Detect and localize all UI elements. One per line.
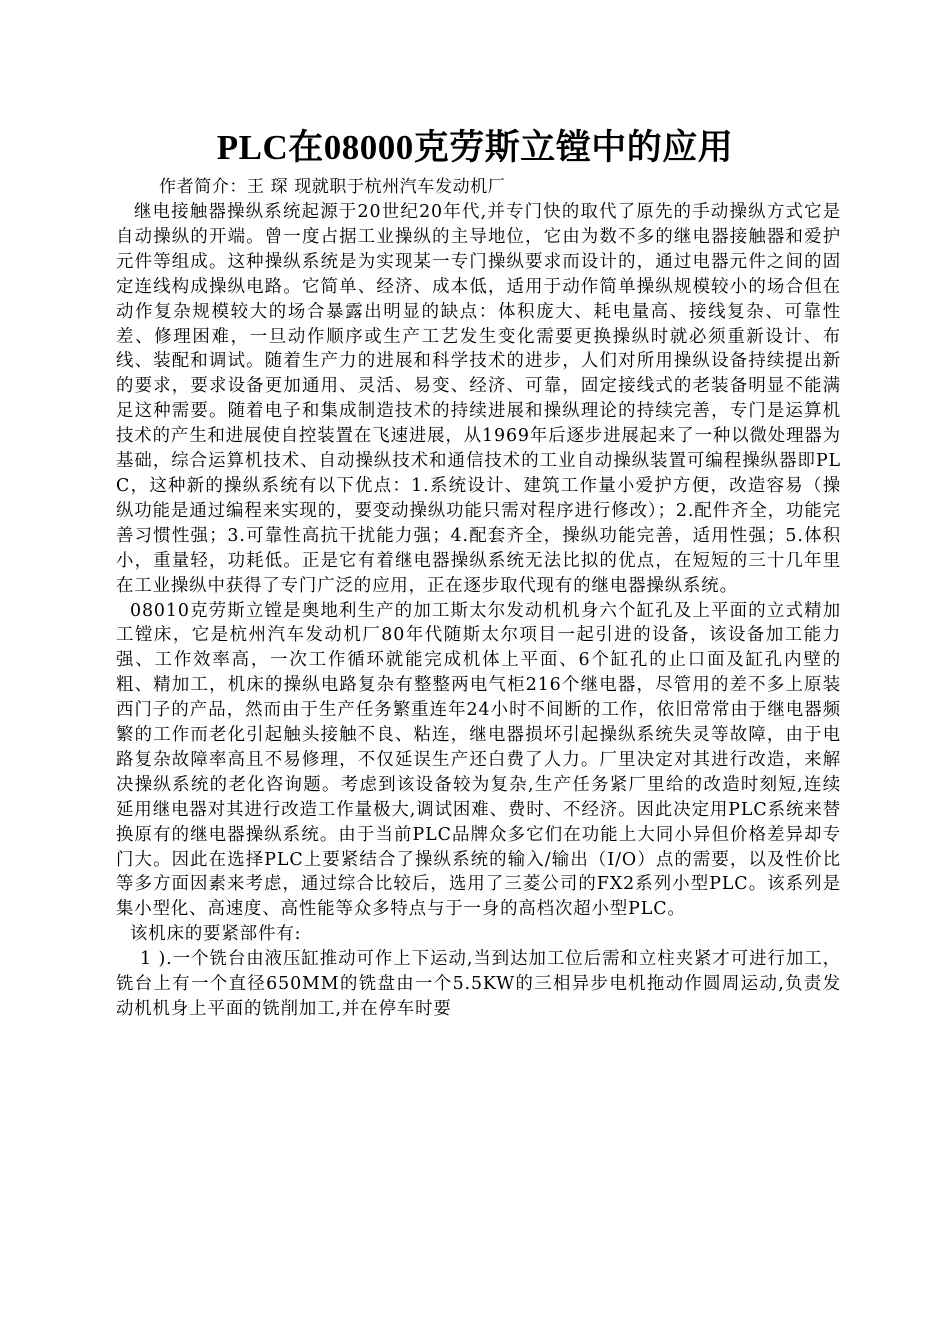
paragraph-3: 该机床的要紧部件有: [130,924,302,945]
paragraph-4: 1 ).一个铣台由液压缸推动可作上下运动,当到达加工位后需和立柱夹紧才可进行加工，铣台上有一个直径650MM的铣盘由一个5.5KW的三相异步电机拖动作圆周运动,负责发动机机身上平面的铣削加工,并在停车时要 [116,949,841,1019]
document-body [116,200,841,1022]
paragraph-1: 继电接触器操纵系统起源于20世纪20年代,并专门快的取代了原先的手动操纵方式它是自动操纵的开端。曾一度占据工业操纵的主导地位，它由为数不多的继电器接触器和爱护元件等组成。这种操纵系统是为实现某一专门操纵要求而设计的，通过电器元件之间的固定连线构成操纵电路。它简单、经济、成本低，适用于动作简单操纵规模较小的场合但在动作复杂规模较大的场合暴露出明显的缺点：体积庞大、耗电量高、接线复杂、可靠性差、修理困难，一旦动作顺序或生产工艺发生变化需要更换操纵时就必须重新设计、布线、装配和调试。随着生产力的进展和科学技术的进步，人们对所用操纵设备持续提出新的要求，要求设备更加通用、灵活、易变、经济、可靠，固定接线式的老装备明显不能满足这种需要。随着电子和集成制造技术的持续进展和操纵理论的持续完善，专门是运算机技术的产生和进展使自控装置在飞速进展，从1969年后逐步进展起来了一种以微处理器为基础，综合运算机技术、自动操纵技术和通信技术的工业自动操纵装置可编程操纵器即PLC，这种新的操纵系统有以下优点：1.系统设计、建筑工作量小爱护方便，改造容易（操纵功能是通过编程来实现的，要变动操纵功能只需对程序进行修改）；2.配件齐全，功能完善习惯性强；3.可靠性高抗干扰能力强；4.配套齐全，操纵功能完善，适用性强；5.体积小，重量轻，功耗低。正是它有着继电器操纵系统无法比拟的优点，在短短的三十几年里在工业操纵中获得了专门广泛的应用，正在逐步取代现有的继电器操纵系统。 [116,202,841,596]
document-title: PLC在08000克劳斯立镗中的应用 [216,128,734,167]
author-line: 作者简介：王 琛 现就职于杭州汽车发动机厂 [159,177,506,197]
paragraph-2: 08010克劳斯立镗是奥地利生产的加工斯太尔发动机机身六个缸孔及上平面的立式精加工镗床，它是杭州汽车发动机厂80年代随斯太尔项目一起引进的设备，该设备加工能力强、工作效率高，一次工作循环就能完成机体上平面、6个缸孔的止口面及缸孔内壁的粗、精加工，机床的操纵电路复杂有整整两电气柜216个继电器，尽管用的差不多上原装西门子的产品，然而由于生产任务繁重连年24小时不间断的工作，依旧常常由于继电器频繁的工作而老化引起触头接触不良、粘连，继电器损坏引起操纵系统失灵等故障，由于电路复杂故障率高且不易修理，不仅延误生产还白费了人力。厂里决定对其进行改造，来解决操纵系统的老化咨询题。考虑到该设备较为复杂,生产任务紧厂里给的改造时刻短,连续延用继电器对其进行改造工作量极大,调试困难、费时、不经济。因此决定用PLC系统来替换原有的继电器操纵系统。由于当前PLC品牌众多它们在功能上大同小异但价格差异却专门大。因此在选择PLC上要紧结合了操纵系统的输入/输出（I/O）点的需要，以及性价比等多方面因素来考虑，通过综合比较后，选用了三菱公司的FX2系列小型PLC。该系列是集小型化、高速度、高性能等众多特点与于一身的高档次超小型PLC。 [116,600,841,920]
